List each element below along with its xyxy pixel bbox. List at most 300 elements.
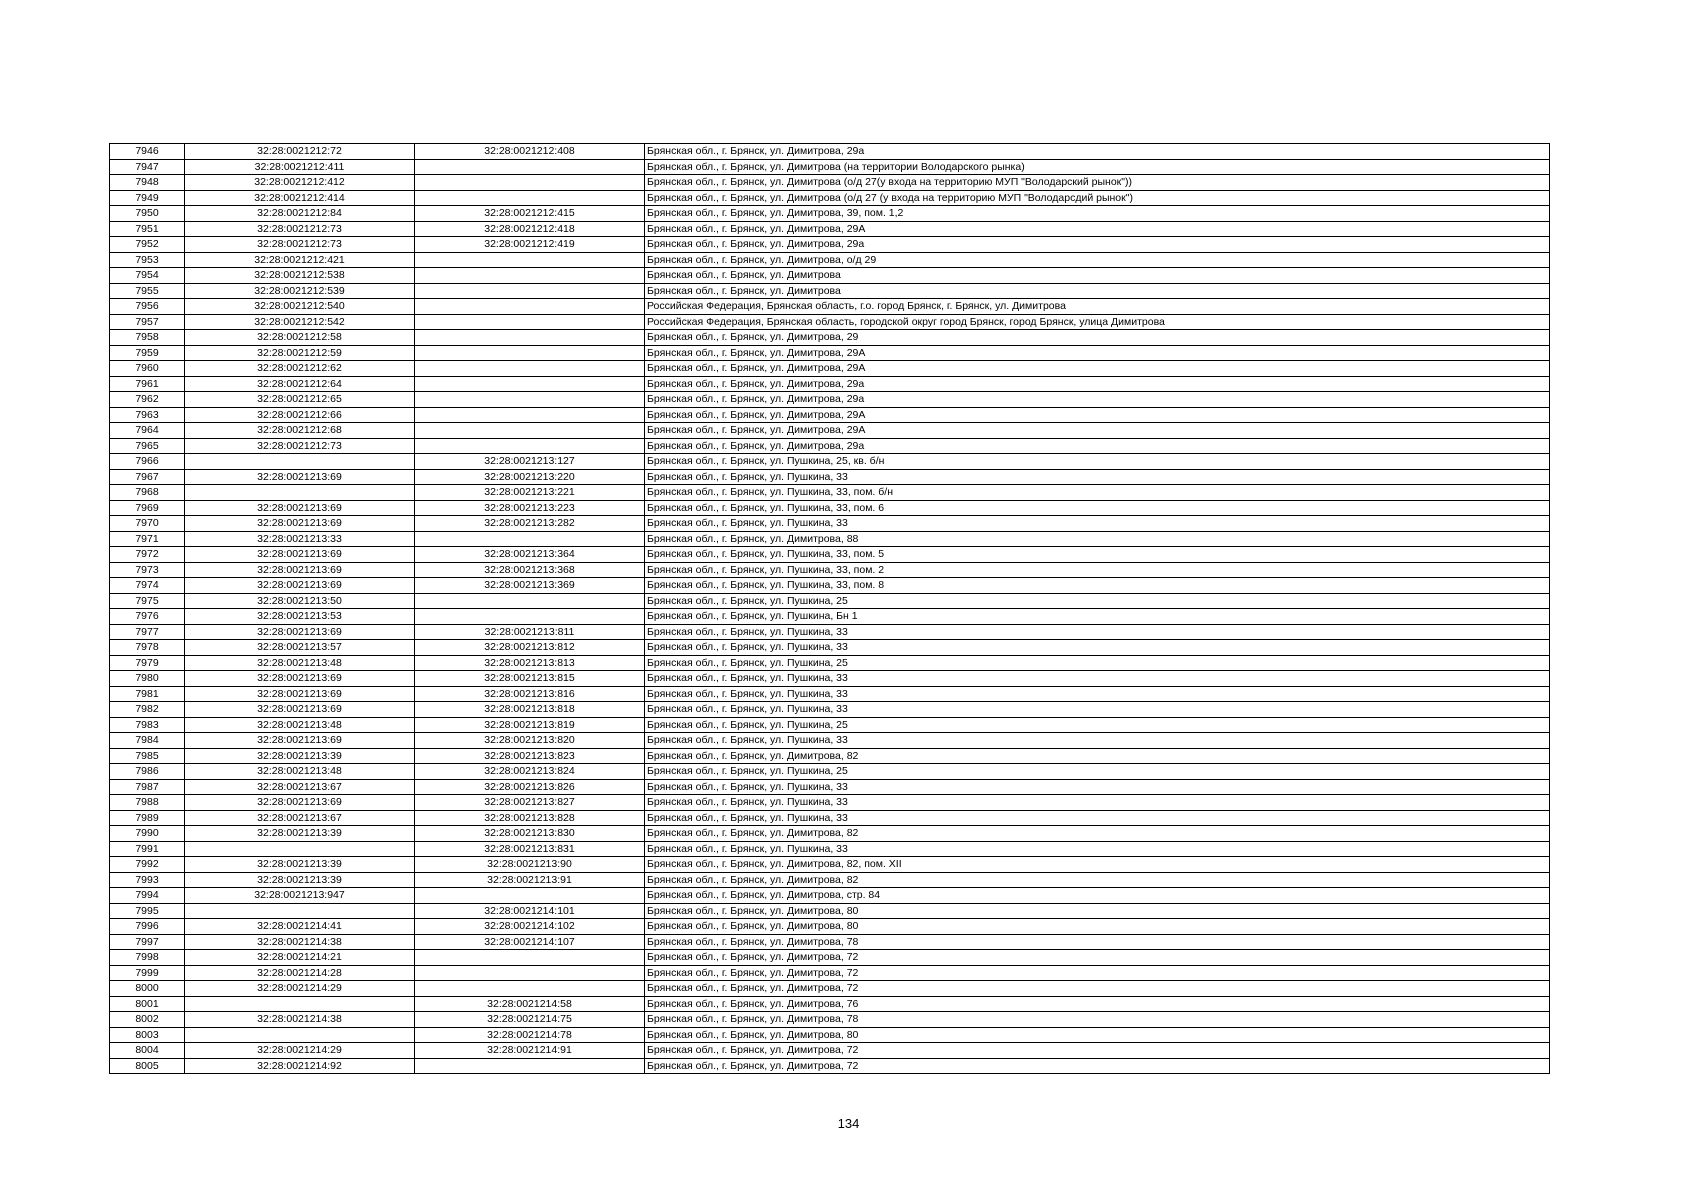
building-cadastral-number-cell: 32:28:0021213:813 [415,655,645,671]
building-cadastral-number-cell [415,438,645,454]
land-cadastral-number-cell [185,485,415,501]
table-row [110,950,1550,966]
table-row [110,624,1550,640]
land-cadastral-number-cell: 32:28:0021214:29 [185,981,415,997]
address-cell: Брянская обл., г. Брянск, ул. Пушкина, 33, пом. б/н [645,485,1550,501]
row-number-cell: 7956 [110,299,185,315]
building-cadastral-number-cell [415,950,645,966]
land-cadastral-number-cell: 32:28:0021212:64 [185,376,415,392]
table-row [110,144,1550,160]
building-cadastral-number-cell: 32:28:0021213:819 [415,717,645,733]
land-cadastral-number-cell: 32:28:0021213:69 [185,547,415,563]
land-cadastral-number-cell: 32:28:0021213:67 [185,810,415,826]
building-cadastral-number-cell: 32:28:0021213:824 [415,764,645,780]
row-number-cell: 7958 [110,330,185,346]
table-row [110,826,1550,842]
building-cadastral-number-cell: 32:28:0021213:828 [415,810,645,826]
land-cadastral-number-cell: 32:28:0021212:84 [185,206,415,222]
building-cadastral-number-cell: 32:28:0021213:221 [415,485,645,501]
registry-table [109,143,1550,1074]
address-cell: Брянская обл., г. Брянск, ул. Димитрова, 29а [645,392,1550,408]
address-cell: Брянская обл., г. Брянск, ул. Пушкина, 33, пом. 5 [645,547,1550,563]
address-cell: Брянская обл., г. Брянск, ул. Пушкина, 33, пом. 6 [645,500,1550,516]
row-number-cell: 8003 [110,1027,185,1043]
land-cadastral-number-cell: 32:28:0021213:69 [185,733,415,749]
land-cadastral-number-cell: 32:28:0021212:65 [185,392,415,408]
row-number-cell: 7966 [110,454,185,470]
table-row [110,221,1550,237]
building-cadastral-number-cell [415,268,645,284]
address-cell: Брянская обл., г. Брянск, ул. Димитрова, 29а [645,438,1550,454]
land-cadastral-number-cell: 32:28:0021212:542 [185,314,415,330]
table-row [110,1027,1550,1043]
building-cadastral-number-cell: 32:28:0021213:816 [415,686,645,702]
table-row [110,934,1550,950]
table-row [110,748,1550,764]
land-cadastral-number-cell: 32:28:0021212:414 [185,190,415,206]
address-cell: Брянская обл., г. Брянск, ул. Пушкина, 33 [645,733,1550,749]
address-cell: Брянская обл., г. Брянск, ул. Пушкина, 33 [645,640,1550,656]
table-row [110,733,1550,749]
table-row [110,407,1550,423]
land-cadastral-number-cell: 32:28:0021214:29 [185,1043,415,1059]
land-cadastral-number-cell: 32:28:0021213:69 [185,516,415,532]
land-cadastral-number-cell [185,841,415,857]
table-row [110,454,1550,470]
building-cadastral-number-cell [415,965,645,981]
building-cadastral-number-cell: 32:28:0021213:223 [415,500,645,516]
row-number-cell: 7988 [110,795,185,811]
building-cadastral-number-cell: 32:28:0021213:815 [415,671,645,687]
building-cadastral-number-cell: 32:28:0021213:830 [415,826,645,842]
address-cell: Брянская обл., г. Брянск, ул. Димитрова, 72 [645,1058,1550,1074]
row-number-cell: 7976 [110,609,185,625]
row-number-cell: 7959 [110,345,185,361]
address-cell: Брянская обл., г. Брянск, ул. Пушкина, 33 [645,469,1550,485]
building-cadastral-number-cell [415,299,645,315]
row-number-cell: 7954 [110,268,185,284]
row-number-cell: 8004 [110,1043,185,1059]
address-cell: Брянская обл., г. Брянск, ул. Димитрова, 80 [645,903,1550,919]
building-cadastral-number-cell: 32:28:0021214:91 [415,1043,645,1059]
row-number-cell: 7991 [110,841,185,857]
land-cadastral-number-cell: 32:28:0021213:69 [185,562,415,578]
table-row [110,562,1550,578]
row-number-cell: 7983 [110,717,185,733]
table-row [110,330,1550,346]
table-row [110,593,1550,609]
address-cell: Брянская обл., г. Брянск, ул. Димитрова, 29а [645,237,1550,253]
table-row [110,717,1550,733]
land-cadastral-number-cell: 32:28:0021213:69 [185,686,415,702]
land-cadastral-number-cell: 32:28:0021213:69 [185,624,415,640]
building-cadastral-number-cell: 32:28:0021213:369 [415,578,645,594]
row-number-cell: 7965 [110,438,185,454]
building-cadastral-number-cell: 32:28:0021213:91 [415,872,645,888]
table-row [110,671,1550,687]
land-cadastral-number-cell: 32:28:0021213:947 [185,888,415,904]
table-row [110,547,1550,563]
row-number-cell: 7989 [110,810,185,826]
building-cadastral-number-cell [415,392,645,408]
table-row [110,361,1550,377]
table-row [110,779,1550,795]
building-cadastral-number-cell: 32:28:0021212:415 [415,206,645,222]
table-row [110,810,1550,826]
land-cadastral-number-cell: 32:28:0021214:41 [185,919,415,935]
table-row [110,159,1550,175]
address-cell: Брянская обл., г. Брянск, ул. Пушкина, 33 [645,779,1550,795]
building-cadastral-number-cell [415,175,645,191]
row-number-cell: 7971 [110,531,185,547]
row-number-cell: 7974 [110,578,185,594]
building-cadastral-number-cell [415,593,645,609]
building-cadastral-number-cell: 32:28:0021213:823 [415,748,645,764]
building-cadastral-number-cell [415,314,645,330]
table-row [110,376,1550,392]
land-cadastral-number-cell: 32:28:0021213:69 [185,578,415,594]
land-cadastral-number-cell: 32:28:0021212:72 [185,144,415,160]
land-cadastral-number-cell: 32:28:0021212:421 [185,252,415,268]
row-number-cell: 7982 [110,702,185,718]
row-number-cell: 7994 [110,888,185,904]
building-cadastral-number-cell: 32:28:0021213:831 [415,841,645,857]
address-cell: Брянская обл., г. Брянск, ул. Пушкина, 33 [645,810,1550,826]
address-cell: Брянская обл., г. Брянск, ул. Димитрова, 80 [645,1027,1550,1043]
table-row [110,469,1550,485]
building-cadastral-number-cell [415,283,645,299]
table-row [110,888,1550,904]
table-row [110,283,1550,299]
land-cadastral-number-cell: 32:28:0021213:48 [185,655,415,671]
building-cadastral-number-cell: 32:28:0021213:812 [415,640,645,656]
building-cadastral-number-cell [415,159,645,175]
address-cell: Брянская обл., г. Брянск, ул. Димитрова, 39, пом. 1,2 [645,206,1550,222]
row-number-cell: 7995 [110,903,185,919]
address-cell: Брянская обл., г. Брянск, ул. Пушкина, 33 [645,671,1550,687]
table-row [110,252,1550,268]
table-row [110,795,1550,811]
row-number-cell: 7975 [110,593,185,609]
building-cadastral-number-cell [415,345,645,361]
building-cadastral-number-cell [415,888,645,904]
address-cell: Брянская обл., г. Брянск, ул. Димитрова, 29А [645,361,1550,377]
address-cell: Брянская обл., г. Брянск, ул. Пушкина, 33 [645,686,1550,702]
land-cadastral-number-cell: 32:28:0021213:50 [185,593,415,609]
building-cadastral-number-cell [415,376,645,392]
row-number-cell: 7969 [110,500,185,516]
land-cadastral-number-cell: 32:28:0021214:21 [185,950,415,966]
land-cadastral-number-cell: 32:28:0021213:57 [185,640,415,656]
table-row [110,965,1550,981]
building-cadastral-number-cell [415,423,645,439]
row-number-cell: 7984 [110,733,185,749]
land-cadastral-number-cell: 32:28:0021213:69 [185,469,415,485]
table-row [110,190,1550,206]
row-number-cell: 8001 [110,996,185,1012]
building-cadastral-number-cell: 32:28:0021213:220 [415,469,645,485]
address-cell: Брянская обл., г. Брянск, ул. Димитрова, 29 [645,330,1550,346]
table-row [110,996,1550,1012]
row-number-cell: 7980 [110,671,185,687]
row-number-cell: 7979 [110,655,185,671]
row-number-cell: 7977 [110,624,185,640]
land-cadastral-number-cell: 32:28:0021214:38 [185,1012,415,1028]
table-row [110,206,1550,222]
land-cadastral-number-cell: 32:28:0021212:538 [185,268,415,284]
address-cell: Брянская обл., г. Брянск, ул. Пушкина, 25 [645,655,1550,671]
table-row [110,485,1550,501]
address-cell: Брянская обл., г. Брянск, ул. Пушкина, 33 [645,702,1550,718]
address-cell: Брянская обл., г. Брянск, ул. Димитрова, 72 [645,1043,1550,1059]
row-number-cell: 8000 [110,981,185,997]
table-row [110,686,1550,702]
building-cadastral-number-cell [415,190,645,206]
address-cell: Брянская обл., г. Брянск, ул. Димитрова, 88 [645,531,1550,547]
address-cell: Брянская обл., г. Брянск, ул. Димитрова, 82 [645,748,1550,764]
land-cadastral-number-cell: 32:28:0021213:69 [185,500,415,516]
address-cell: Брянская обл., г. Брянск, ул. Пушкина, 33, пом. 2 [645,562,1550,578]
land-cadastral-number-cell: 32:28:0021213:39 [185,748,415,764]
address-cell: Брянская обл., г. Брянск, ул. Димитрова, 29А [645,221,1550,237]
address-cell: Брянская обл., г. Брянск, ул. Димитрова, 78 [645,934,1550,950]
table-row [110,857,1550,873]
building-cadastral-number-cell [415,361,645,377]
row-number-cell: 7967 [110,469,185,485]
building-cadastral-number-cell: 32:28:0021212:418 [415,221,645,237]
land-cadastral-number-cell: 32:28:0021213:48 [185,717,415,733]
row-number-cell: 7985 [110,748,185,764]
row-number-cell: 7998 [110,950,185,966]
land-cadastral-number-cell: 32:28:0021212:62 [185,361,415,377]
row-number-cell: 7978 [110,640,185,656]
row-number-cell: 7948 [110,175,185,191]
table-row [110,175,1550,191]
land-cadastral-number-cell: 32:28:0021214:92 [185,1058,415,1074]
address-cell: Брянская обл., г. Брянск, ул. Димитрова, 82, пом. XII [645,857,1550,873]
address-cell: Брянская обл., г. Брянск, ул. Димитрова, 78 [645,1012,1550,1028]
table-row [110,500,1550,516]
table-row [110,702,1550,718]
row-number-cell: 7992 [110,857,185,873]
land-cadastral-number-cell: 32:28:0021212:66 [185,407,415,423]
building-cadastral-number-cell [415,330,645,346]
row-number-cell: 7973 [110,562,185,578]
address-cell: Брянская обл., г. Брянск, ул. Пушкина, 33 [645,516,1550,532]
building-cadastral-number-cell [415,531,645,547]
row-number-cell: 7951 [110,221,185,237]
address-cell: Брянская обл., г. Брянск, ул. Димитрова, 82 [645,872,1550,888]
table-row [110,841,1550,857]
land-cadastral-number-cell: 32:28:0021213:67 [185,779,415,795]
row-number-cell: 7996 [110,919,185,935]
row-number-cell: 7963 [110,407,185,423]
address-cell: Брянская обл., г. Брянск, ул. Димитрова [645,268,1550,284]
building-cadastral-number-cell [415,609,645,625]
building-cadastral-number-cell: 32:28:0021213:818 [415,702,645,718]
land-cadastral-number-cell: 32:28:0021213:39 [185,872,415,888]
land-cadastral-number-cell: 32:28:0021213:33 [185,531,415,547]
table-row [110,423,1550,439]
land-cadastral-number-cell: 32:28:0021212:411 [185,159,415,175]
address-cell: Брянская обл., г. Брянск, ул. Димитрова [645,283,1550,299]
address-cell: Брянская обл., г. Брянск, ул. Димитрова (о/д 27 (у входа на территорию МУП "Володарсдий рынок") [645,190,1550,206]
building-cadastral-number-cell: 32:28:0021214:107 [415,934,645,950]
table-row [110,903,1550,919]
address-cell: Брянская обл., г. Брянск, ул. Пушкина, 33 [645,795,1550,811]
building-cadastral-number-cell: 32:28:0021213:90 [415,857,645,873]
row-number-cell: 7968 [110,485,185,501]
address-cell: Брянская обл., г. Брянск, ул. Пушкина, 25, кв. б/н [645,454,1550,470]
address-cell: Брянская обл., г. Брянск, ул. Димитрова, 29А [645,407,1550,423]
land-cadastral-number-cell: 32:28:0021213:53 [185,609,415,625]
table-row [110,1058,1550,1074]
address-cell: Брянская обл., г. Брянск, ул. Димитрова, 29а [645,144,1550,160]
address-cell: Брянская обл., г. Брянск, ул. Димитрова, 80 [645,919,1550,935]
land-cadastral-number-cell [185,903,415,919]
land-cadastral-number-cell: 32:28:0021212:412 [185,175,415,191]
address-cell: Российская Федерация, Брянская область, городской округ город Брянск, город Брянск, улица Димитрова [645,314,1550,330]
land-cadastral-number-cell [185,1027,415,1043]
building-cadastral-number-cell [415,407,645,423]
land-cadastral-number-cell [185,454,415,470]
row-number-cell: 7987 [110,779,185,795]
row-number-cell: 7972 [110,547,185,563]
building-cadastral-number-cell [415,1058,645,1074]
row-number-cell: 7981 [110,686,185,702]
row-number-cell: 7964 [110,423,185,439]
building-cadastral-number-cell: 32:28:0021213:368 [415,562,645,578]
land-cadastral-number-cell: 32:28:0021213:69 [185,702,415,718]
table-row [110,609,1550,625]
address-cell: Брянская обл., г. Брянск, ул. Димитрова, 72 [645,950,1550,966]
address-cell: Брянская обл., г. Брянск, ул. Димитрова, 82 [645,826,1550,842]
building-cadastral-number-cell: 32:28:0021213:811 [415,624,645,640]
address-cell: Брянская обл., г. Брянск, ул. Димитрова, о/д 29 [645,252,1550,268]
row-number-cell: 8005 [110,1058,185,1074]
land-cadastral-number-cell [185,996,415,1012]
address-cell: Брянская обл., г. Брянск, ул. Димитрова, 72 [645,981,1550,997]
row-number-cell: 7950 [110,206,185,222]
land-cadastral-number-cell: 32:28:0021213:69 [185,795,415,811]
row-number-cell: 7947 [110,159,185,175]
address-cell: Брянская обл., г. Брянск, ул. Димитрова, 72 [645,965,1550,981]
address-cell: Брянская обл., г. Брянск, ул. Димитрова (на территории Володарского рынка) [645,159,1550,175]
row-number-cell: 7953 [110,252,185,268]
address-cell: Брянская обл., г. Брянск, ул. Димитрова, стр. 84 [645,888,1550,904]
land-cadastral-number-cell: 32:28:0021212:539 [185,283,415,299]
address-cell: Брянская обл., г. Брянск, ул. Пушкина, 33 [645,624,1550,640]
land-cadastral-number-cell: 32:28:0021214:28 [185,965,415,981]
table-row [110,237,1550,253]
address-cell: Брянская обл., г. Брянск, ул. Димитрова, 29А [645,423,1550,439]
building-cadastral-number-cell: 32:28:0021212:419 [415,237,645,253]
building-cadastral-number-cell: 32:28:0021214:101 [415,903,645,919]
land-cadastral-number-cell: 32:28:0021212:73 [185,237,415,253]
land-cadastral-number-cell: 32:28:0021213:69 [185,671,415,687]
row-number-cell: 7961 [110,376,185,392]
address-cell: Брянская обл., г. Брянск, ул. Димитрова, 76 [645,996,1550,1012]
land-cadastral-number-cell: 32:28:0021213:39 [185,857,415,873]
row-number-cell: 7957 [110,314,185,330]
page-number: 134 [837,1116,860,1131]
address-cell: Брянская обл., г. Брянск, ул. Димитрова, 29а [645,376,1550,392]
address-cell: Брянская обл., г. Брянск, ул. Димитрова (о/д 27(у входа на территорию МУП "Володарский рынок")) [645,175,1550,191]
address-cell: Брянская обл., г. Брянск, ул. Пушкина, 25 [645,717,1550,733]
building-cadastral-number-cell: 32:28:0021213:827 [415,795,645,811]
table-row [110,314,1550,330]
building-cadastral-number-cell: 32:28:0021214:58 [415,996,645,1012]
address-cell: Брянская обл., г. Брянск, ул. Пушкина, 25 [645,593,1550,609]
address-cell: Брянская обл., г. Брянск, ул. Димитрова, 29А [645,345,1550,361]
row-number-cell: 8002 [110,1012,185,1028]
building-cadastral-number-cell [415,981,645,997]
table-row [110,516,1550,532]
building-cadastral-number-cell: 32:28:0021214:78 [415,1027,645,1043]
land-cadastral-number-cell: 32:28:0021212:68 [185,423,415,439]
building-cadastral-number-cell: 32:28:0021213:127 [415,454,645,470]
address-cell: Брянская обл., г. Брянск, ул. Пушкина, 33 [645,841,1550,857]
building-cadastral-number-cell: 32:28:0021213:282 [415,516,645,532]
table-row [110,640,1550,656]
table-row [110,392,1550,408]
table-row [110,919,1550,935]
row-number-cell: 7999 [110,965,185,981]
row-number-cell: 7962 [110,392,185,408]
row-number-cell: 7993 [110,872,185,888]
land-cadastral-number-cell: 32:28:0021212:59 [185,345,415,361]
address-cell: Брянская обл., г. Брянск, ул. Пушкина, 25 [645,764,1550,780]
table-row [110,1012,1550,1028]
row-number-cell: 7949 [110,190,185,206]
table-row [110,981,1550,997]
table-row [110,268,1550,284]
building-cadastral-number-cell [415,252,645,268]
table-row [110,1043,1550,1059]
address-cell: Брянская обл., г. Брянск, ул. Пушкина, Бн 1 [645,609,1550,625]
table-row [110,655,1550,671]
land-cadastral-number-cell: 32:28:0021214:38 [185,934,415,950]
row-number-cell: 7946 [110,144,185,160]
table-row [110,531,1550,547]
land-cadastral-number-cell: 32:28:0021212:73 [185,438,415,454]
land-cadastral-number-cell: 32:28:0021212:540 [185,299,415,315]
land-cadastral-number-cell: 32:28:0021212:73 [185,221,415,237]
row-number-cell: 7955 [110,283,185,299]
land-cadastral-number-cell: 32:28:0021213:39 [185,826,415,842]
address-cell: Российская Федерация, Брянская область, г.о. город Брянск, г. Брянск, ул. Димитрова [645,299,1550,315]
building-cadastral-number-cell: 32:28:0021212:408 [415,144,645,160]
table-row [110,299,1550,315]
building-cadastral-number-cell: 32:28:0021214:75 [415,1012,645,1028]
table-row [110,438,1550,454]
row-number-cell: 7990 [110,826,185,842]
table-row [110,578,1550,594]
row-number-cell: 7997 [110,934,185,950]
row-number-cell: 7986 [110,764,185,780]
table-row [110,872,1550,888]
land-cadastral-number-cell: 32:28:0021212:58 [185,330,415,346]
building-cadastral-number-cell: 32:28:0021213:820 [415,733,645,749]
table-row [110,764,1550,780]
row-number-cell: 7952 [110,237,185,253]
table-body [110,144,1550,1074]
row-number-cell: 7970 [110,516,185,532]
building-cadastral-number-cell: 32:28:0021213:826 [415,779,645,795]
land-cadastral-number-cell: 32:28:0021213:48 [185,764,415,780]
address-cell: Брянская обл., г. Брянск, ул. Пушкина, 33, пом. 8 [645,578,1550,594]
building-cadastral-number-cell: 32:28:0021213:364 [415,547,645,563]
